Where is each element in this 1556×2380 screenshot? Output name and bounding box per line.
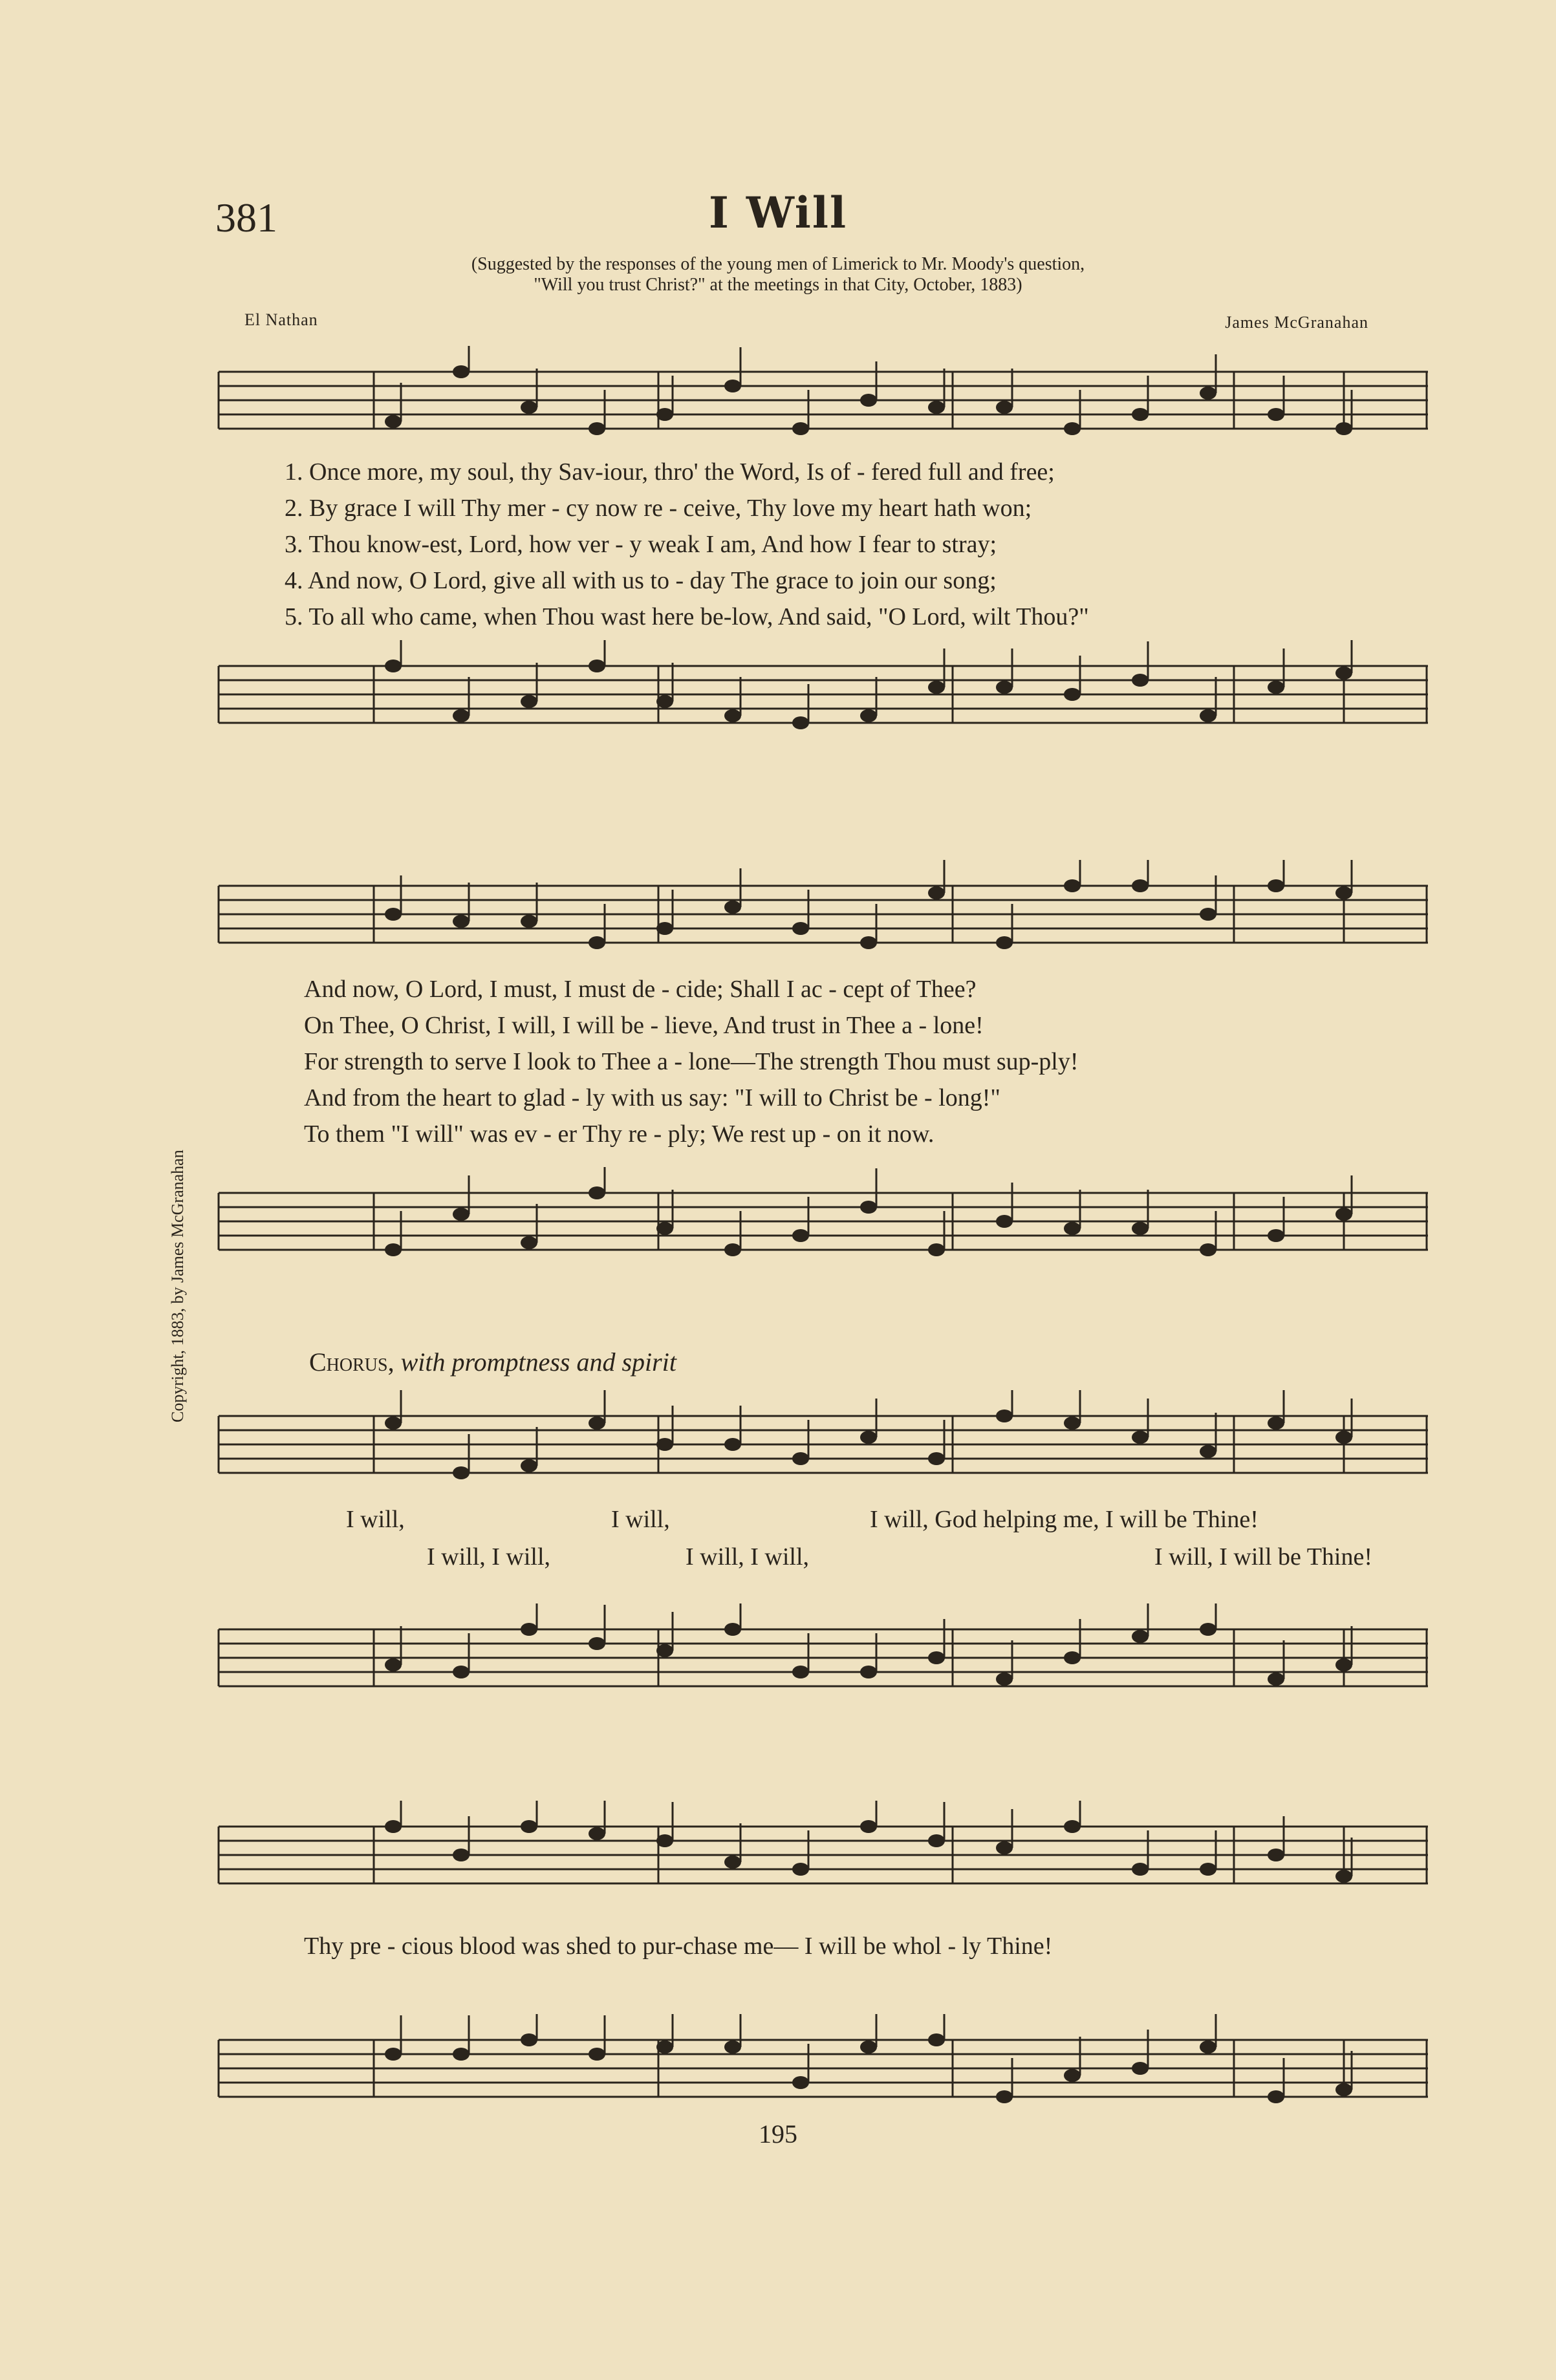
- note-head: [724, 1243, 741, 1256]
- subtitle-line-2: "Will you trust Christ?" at the meetings in that City, October, 1883): [534, 275, 1022, 295]
- note-head: [656, 922, 673, 935]
- note-head: [1064, 2069, 1081, 2082]
- note-head: [996, 681, 1013, 694]
- note-head: [1200, 2041, 1216, 2053]
- note-head: [860, 709, 877, 722]
- system-2-verse-1: And now, O Lord, I must, I must de - cide; Shall I ac - cept of Thee?: [304, 976, 977, 1003]
- note-head: [656, 695, 673, 708]
- chorus-label: Chorus,: [309, 1347, 394, 1377]
- note-head: [1200, 908, 1216, 921]
- note-head: [1200, 387, 1216, 400]
- note-head: [1335, 1870, 1352, 1883]
- note-head: [656, 408, 673, 421]
- note-head: [1064, 1651, 1081, 1664]
- note-head: [1064, 1417, 1081, 1430]
- note-head: [1335, 1208, 1352, 1221]
- note-head: [521, 2033, 537, 2046]
- note-head: [724, 901, 741, 914]
- chorus-line-2-b: I will, I will,: [686, 1543, 810, 1571]
- chorus-line-2-c: I will, I will be Thine!: [1154, 1543, 1373, 1571]
- note-head: [1064, 879, 1081, 892]
- system-2-verse-2: On Thee, O Christ, I will, I will be - lieve, And trust in Thee a - lone!: [304, 1012, 984, 1039]
- note-head: [521, 1236, 537, 1249]
- note-head: [656, 2041, 673, 2053]
- note-head: [996, 1410, 1013, 1422]
- note-head: [385, 1658, 402, 1671]
- note-head: [1064, 422, 1081, 435]
- note-head: [589, 659, 605, 672]
- note-head: [589, 1827, 605, 1840]
- note-head: [724, 1623, 741, 1636]
- chorus-line-1-b: I will,: [611, 1506, 670, 1533]
- note-head: [792, 1666, 809, 1678]
- note-head: [928, 1834, 945, 1847]
- note-head: [1268, 408, 1284, 421]
- note-head: [385, 1243, 402, 1256]
- note-head: [1335, 1658, 1352, 1671]
- note-head: [385, 2048, 402, 2061]
- note-head: [996, 1215, 1013, 1228]
- note-head: [453, 1466, 470, 1479]
- subtitle-line-1: (Suggested by the responses of the young men of Limerick to Mr. Moody's question,: [471, 254, 1085, 274]
- note-head: [724, 1856, 741, 1869]
- note-head: [1132, 879, 1149, 892]
- page-number: 195: [759, 2119, 797, 2149]
- chorus-line-2-a: I will, I will,: [427, 1543, 551, 1571]
- note-head: [453, 915, 470, 928]
- note-head: [724, 1438, 741, 1451]
- note-head: [1064, 1820, 1081, 1833]
- composer: James McGranahan: [1225, 313, 1368, 332]
- note-head: [1268, 1229, 1284, 1242]
- note-head: [656, 1834, 673, 1847]
- note-head: [385, 1417, 402, 1430]
- note-head: [1132, 1222, 1149, 1235]
- note-head: [860, 2041, 877, 2053]
- note-head: [1132, 1863, 1149, 1876]
- chorus-bass-staff: [206, 1603, 1434, 1717]
- chorus-heading: [309, 1347, 676, 1377]
- note-head: [1200, 1243, 1216, 1256]
- note-head: [1268, 681, 1284, 694]
- note-head: [1132, 408, 1149, 421]
- note-head: [521, 915, 537, 928]
- note-head: [656, 1438, 673, 1451]
- note-head: [928, 886, 945, 899]
- system-1-verse-2: 2. By grace I will Thy mer - cy now re - ceive, Thy love my heart hath won;: [285, 495, 1032, 522]
- note-head: [792, 2076, 809, 2089]
- note-head: [792, 422, 809, 435]
- system-1-treble-staff: [206, 346, 1434, 459]
- note-head: [1335, 667, 1352, 680]
- note-head: [521, 1459, 537, 1472]
- note-head: [724, 709, 741, 722]
- note-head: [792, 716, 809, 729]
- note-head: [385, 1820, 402, 1833]
- note-head: [860, 1431, 877, 1444]
- note-head: [1335, 1431, 1352, 1444]
- system-4-lyric: Thy pre - cious blood was shed to pur-chase me— I will be whol - ly Thine!: [304, 1933, 1053, 1960]
- note-head: [1200, 1445, 1216, 1458]
- note-head: [1200, 1623, 1216, 1636]
- note-head: [521, 695, 537, 708]
- note-head: [996, 401, 1013, 414]
- hymn-title: I Will: [708, 188, 848, 238]
- note-head: [453, 2048, 470, 2061]
- system-4-bass-staff: [206, 2014, 1434, 2127]
- note-head: [589, 1417, 605, 1430]
- note-head: [1200, 1863, 1216, 1876]
- note-head: [860, 1201, 877, 1214]
- note-head: [1335, 2083, 1352, 2096]
- note-head: [521, 1623, 537, 1636]
- system-2-verse-3: For strength to serve I look to Thee a - lone—The strength Thou must sup-ply!: [304, 1048, 1079, 1075]
- note-head: [1335, 886, 1352, 899]
- note-head: [385, 659, 402, 672]
- note-head: [928, 1651, 945, 1664]
- copyright-notice: Copyright, 1883, by James McGranahan: [168, 1150, 187, 1422]
- note-head: [996, 936, 1013, 949]
- note-head: [589, 936, 605, 949]
- note-head: [996, 1841, 1013, 1854]
- note-head: [860, 1666, 877, 1678]
- chorus-line-1-c: I will, God helping me, I will be Thine!: [870, 1506, 1259, 1533]
- system-2-bass-staff: [206, 1167, 1434, 1280]
- chorus-line-1-a: I will,: [346, 1506, 405, 1533]
- note-head: [453, 1849, 470, 1861]
- note-head: [1268, 2090, 1284, 2103]
- note-head: [792, 922, 809, 935]
- note-head: [1200, 709, 1216, 722]
- note-head: [589, 2048, 605, 2061]
- note-head: [1335, 422, 1352, 435]
- chorus-direction: with promptness and spirit: [400, 1347, 676, 1377]
- system-2-verse-4: And from the heart to glad - ly with us say: "I will to Christ be - long!": [304, 1084, 1000, 1111]
- note-head: [860, 394, 877, 407]
- note-head: [928, 2033, 945, 2046]
- note-head: [792, 1863, 809, 1876]
- note-head: [453, 365, 470, 378]
- note-head: [521, 401, 537, 414]
- system-1-bass-staff: [206, 640, 1434, 753]
- note-head: [453, 709, 470, 722]
- note-head: [1064, 688, 1081, 701]
- note-head: [996, 2090, 1013, 2103]
- note-head: [521, 1820, 537, 1833]
- note-head: [385, 415, 402, 428]
- note-head: [656, 1644, 673, 1657]
- note-head: [1132, 2062, 1149, 2075]
- note-head: [792, 1452, 809, 1465]
- note-head: [1132, 1431, 1149, 1444]
- note-head: [724, 2041, 741, 2053]
- system-1-verse-1: 1. Once more, my soul, thy Sav-iour, thro' the Word, Is of - fered full and free;: [285, 458, 1055, 486]
- chorus-treble-staff: [206, 1390, 1434, 1503]
- note-head: [1268, 1849, 1284, 1861]
- note-head: [928, 401, 945, 414]
- note-head: [589, 1637, 605, 1650]
- note-head: [792, 1229, 809, 1242]
- system-4-treble-staff: [206, 1801, 1434, 1914]
- note-head: [1132, 1630, 1149, 1643]
- note-head: [453, 1666, 470, 1678]
- note-head: [1132, 674, 1149, 687]
- note-head: [1268, 879, 1284, 892]
- note-head: [1268, 1417, 1284, 1430]
- note-head: [385, 908, 402, 921]
- note-head: [1268, 1673, 1284, 1686]
- hymn-number: 381: [215, 195, 277, 241]
- system-2-verse-5: To them "I will" was ev - er Thy re - ply; We rest up - on it now.: [304, 1120, 935, 1148]
- system-1-verse-4: 4. And now, O Lord, give all with us to - day The grace to join our song;: [285, 567, 997, 594]
- note-head: [1064, 1222, 1081, 1235]
- note-head: [724, 380, 741, 392]
- system-1-verse-5: 5. To all who came, when Thou wast here be-low, And said, "O Lord, wilt Thou?": [285, 603, 1089, 630]
- note-head: [656, 1222, 673, 1235]
- system-2-treble-staff: [206, 860, 1434, 973]
- system-1-verse-3: 3. Thou know-est, Lord, how ver - y weak I am, And how I fear to stray;: [285, 531, 997, 558]
- note-head: [928, 1452, 945, 1465]
- lyricist: El Nathan: [244, 310, 318, 329]
- note-head: [589, 422, 605, 435]
- note-head: [996, 1673, 1013, 1686]
- note-head: [928, 1243, 945, 1256]
- note-head: [589, 1186, 605, 1199]
- note-head: [453, 1208, 470, 1221]
- note-head: [928, 681, 945, 694]
- note-head: [860, 936, 877, 949]
- note-head: [860, 1820, 877, 1833]
